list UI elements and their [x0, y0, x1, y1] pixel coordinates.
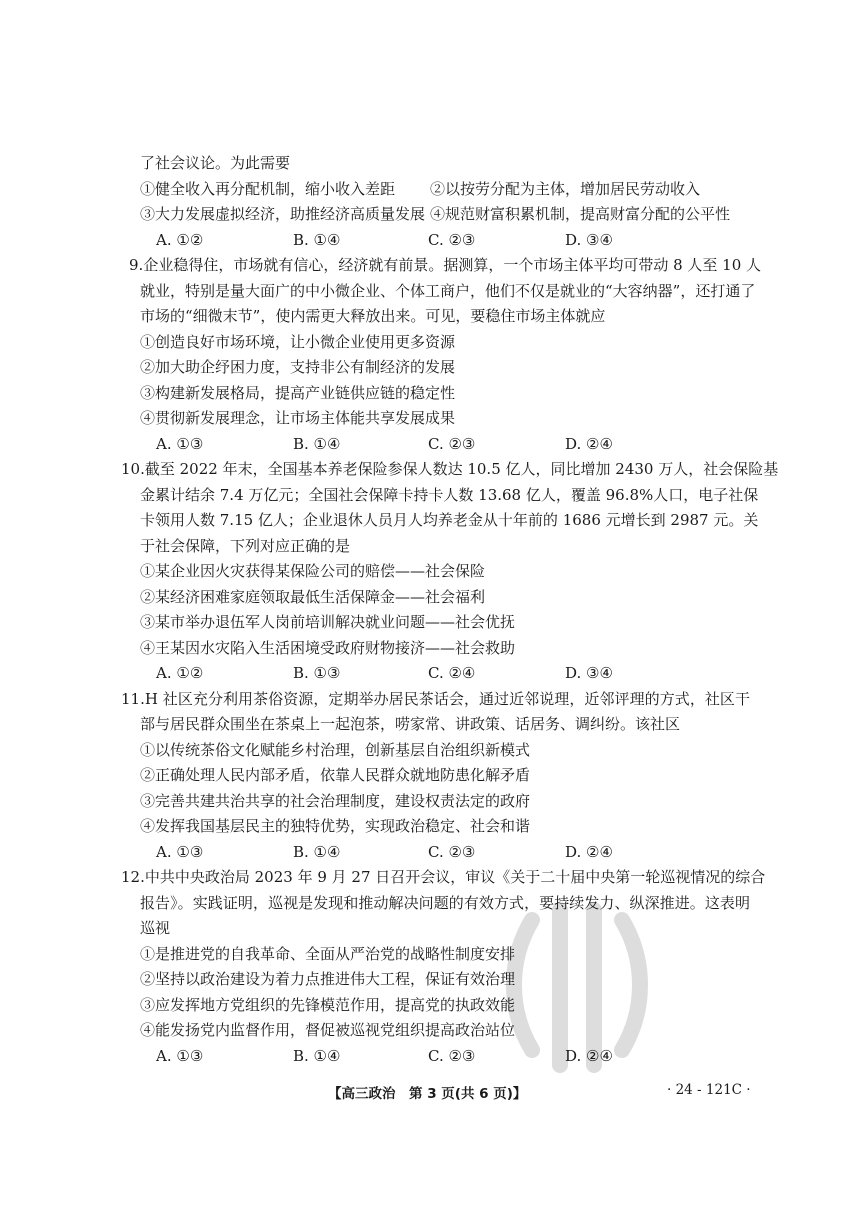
q12-item-1: ①是推进党的自我革命、全面从严治党的战略性制度安排	[140, 944, 516, 963]
q11-option-d: D. ②④	[565, 842, 613, 861]
q11-item-4: ④发挥我国基层民主的独特优势，实现政治稳定、社会和谐	[140, 817, 531, 835]
q10-option-d: D. ③④	[565, 664, 613, 682]
q10-item-4: ④王某因水灾陷入生活困境受政府财物接济——社会救助	[140, 638, 516, 657]
q12-options	[140, 1044, 750, 1070]
q12-stem-line-2: 报告》。实践证明，巡视是发现和推动解决问题的有效方式，要持续发力、纵深推进。这表明	[140, 893, 750, 912]
q9-stem-line-3: 市场的“细微末节”，使内需更大释放出来。可见，要稳住市场主体就应	[140, 307, 606, 325]
q9-option-b: B. ①④	[293, 434, 341, 453]
q9-options	[140, 432, 750, 458]
q8-item-3: ③大力发展虚拟经济，助推经济高质量发展	[140, 205, 426, 223]
q12-stem-line-3: 巡视	[140, 919, 171, 937]
q12-item-4: ④能发扬党内监督作用，督促被巡视党组织提高政治站位	[140, 1021, 516, 1039]
q9-stem-line-1	[129, 253, 762, 279]
q10-options	[140, 661, 750, 687]
q11-option-c: C. ②③	[428, 842, 476, 861]
q10-option-a: A. ①②	[156, 664, 204, 682]
q10-stem-line-1	[121, 457, 779, 483]
q9-option-c: C. ②③	[428, 434, 476, 453]
page-content	[121, 151, 779, 1069]
q9-stem-line-2: 就业，特别是量大面广的中小微企业、个体工商户，他们不仅是就业的“大容纳器”，还打通了	[140, 281, 756, 300]
q12-number: 12.	[121, 868, 145, 886]
q12-option-b: B. ①④	[293, 1046, 341, 1065]
q9-item-2: ②加大助企纾困力度，支持非公有制经济的发展	[140, 358, 456, 376]
q9-number: 9.	[129, 256, 144, 274]
q11-stem-text-1: H 社区充分利用茶俗资源，定期举办居民茶话会，通过近邻说理，近邻评理的方式，社区干	[144, 689, 750, 708]
footer-page-label: 【高三政治 第 3 页(共 6 页)】	[328, 1086, 527, 1102]
q9-stem-text-1: 企业稳得住，市场就有信心，经济就有前景。据测算，一个市场主体平均可带动 8 人至 10 人	[143, 256, 762, 274]
q10-stem-line-3: 卡领用人数 7.15 亿人；企业退休人员月人均养老金从十年前的 1686 元增长到 2987 元。关	[140, 511, 759, 529]
q8-option-c: C. ②③	[428, 230, 476, 249]
page-footer	[0, 1082, 868, 1102]
q10-stem-line-2: 金累计结余 7.4 万亿元；全国社会保障卡持卡人数 13.68 亿人，覆盖 96.8%人口，电子社保	[140, 485, 759, 504]
q8-items-row-2	[140, 202, 750, 228]
q8-option-b: B. ①④	[293, 230, 341, 249]
q8-item-1: ①健全收入再分配机制，缩小收入差距	[140, 179, 396, 198]
q12-item-3: ③应发挥地方党组织的先锋模范作用，提高党的执政效能	[140, 995, 516, 1014]
q9-item-3: ③构建新发展格局，提高产业链供应链的稳定性	[140, 383, 456, 402]
q11-item-1: ①以传统茶俗文化赋能乡村治理，创新基层自治组织新模式	[140, 740, 531, 759]
q11-stem-line-1	[121, 687, 750, 713]
q12-option-c: C. ②③	[428, 1046, 476, 1065]
footer-code: · 24 - 121C ·	[667, 1082, 751, 1098]
q8-item-4: ④规范财富积累机制，提高财富分配的公平性	[430, 205, 731, 223]
q9-item-4: ④贯彻新发展理念，让市场主体能共享发展成果	[140, 409, 456, 427]
q12-stem-line-1	[121, 865, 766, 891]
q9-option-d: D. ②④	[565, 434, 613, 453]
q11-item-2: ②正确处理人民内部矛盾，依靠人民群众就地防患化解矛盾	[140, 766, 531, 784]
q10-stem-line-4: 于社会保障，下列对应正确的是	[140, 536, 351, 555]
q9-option-a: A. ①③	[156, 434, 204, 453]
q12-item-2: ②坚持以政治建设为着力点推进伟大工程，保证有效治理	[140, 970, 516, 988]
q10-option-c: C. ②④	[428, 664, 476, 682]
q12-option-d: D. ②④	[565, 1046, 613, 1065]
q10-stem-text-1: 截至 2022 年末，全国基本养老保险参保人数达 10.5 亿人，同比增加 2430 万人，社会保险基	[144, 460, 779, 478]
q11-item-3: ③完善共建共治共享的社会治理制度，建设权责法定的政府	[140, 791, 531, 810]
q8-items-row-1	[140, 177, 750, 203]
q11-option-a: A. ①③	[156, 842, 204, 861]
q10-item-1: ①某企业因火灾获得某保险公司的赔偿——社会保险	[140, 562, 486, 580]
q12-option-a: A. ①③	[156, 1046, 204, 1065]
q11-stem-line-2: 部与居民群众围坐在茶桌上一起泡茶，唠家常、讲政策、话居务、调纠纷。该社区	[140, 715, 681, 733]
q8-option-d: D. ③④	[565, 230, 613, 249]
q11-number: 11.	[121, 689, 145, 708]
q12-stem-text-1: 中共中央政治局 2023 年 9 月 27 日召开会议，审议《关于二十届中央第一轮巡视情况的综合	[144, 868, 766, 886]
watermark-logo-icon	[502, 890, 652, 1080]
q8-option-a: A. ①②	[156, 230, 204, 249]
q8-stem-last-line: 了社会议论。为此需要	[140, 154, 291, 172]
q11-option-b: B. ①④	[293, 842, 341, 861]
q10-item-2: ②某经济困难家庭领取最低生活保障金——社会福利	[140, 587, 486, 606]
q10-number: 10.	[121, 460, 145, 478]
q8-item-2: ②以按劳分配为主体，增加居民劳动收入	[430, 179, 701, 198]
q8-options	[140, 228, 750, 254]
q10-option-b: B. ①③	[293, 664, 341, 682]
q9-item-1: ①创造良好市场环境，让小微企业使用更多资源	[140, 332, 456, 351]
q11-options	[140, 840, 750, 866]
q10-item-3: ③某市举办退伍军人岗前培训解决就业问题——社会优抚	[140, 613, 516, 631]
